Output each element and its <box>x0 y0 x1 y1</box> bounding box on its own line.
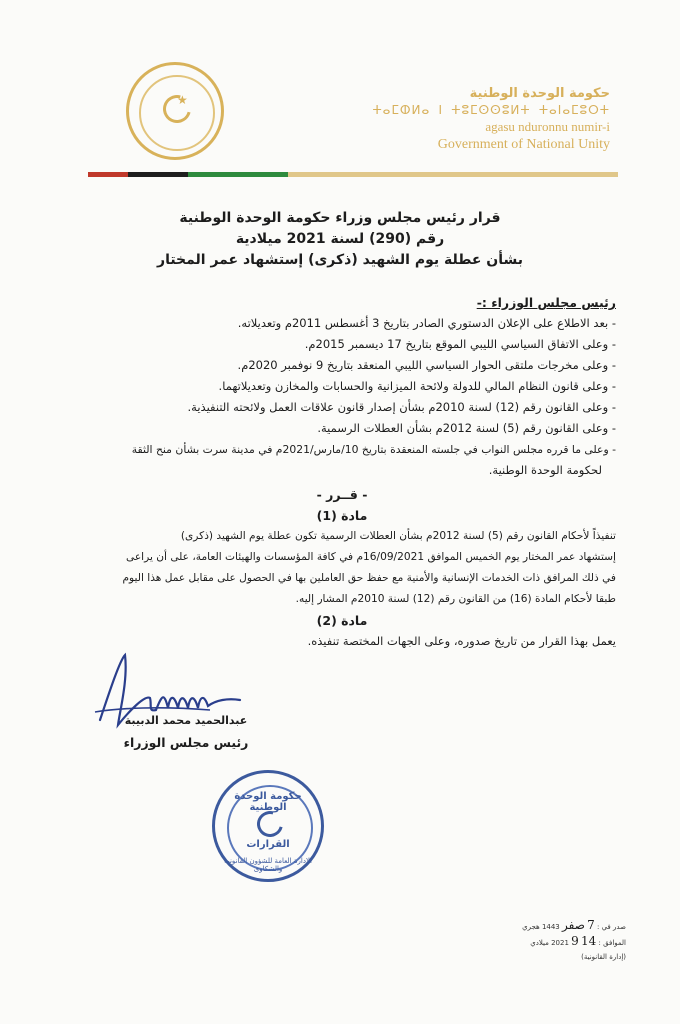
hijri-date-row <box>506 918 626 934</box>
article1-line: تنفيذاً لأحكام القانون رقم (5) لسنة 2012م بشأن العطلات الرسمية تكون عطلة يوم الشهيد (ذكرى) <box>180 530 616 542</box>
crescent-star-seal-icon: ★ <box>126 62 224 160</box>
stamp-middle-text: القرارات <box>246 839 290 850</box>
decision-heading: - قــرر - <box>316 487 368 502</box>
hijri-day: 7 <box>587 918 595 932</box>
signer-name: عبدالحميد محمد الدبيبة <box>124 714 248 727</box>
issue-date-block <box>506 918 626 964</box>
preamble-clause: - وعلى الاتفاق السياسي الليبي الموقع بتاريخ 17 ديسمبر 2015م. <box>304 337 616 351</box>
date-footer: (إدارة القانونية) <box>581 953 626 961</box>
gregorian-label: الموافق : <box>598 939 626 947</box>
gregorian-suffix: 2021 ميلادي <box>530 939 569 947</box>
preamble-heading: رئيس مجلس الوزراء :- <box>476 295 616 310</box>
signer-title: رئيس مجلس الوزراء <box>123 735 249 750</box>
stamp-bottom-text: الإدارة العامة للشؤون القانونية والشكاوى <box>224 857 312 873</box>
preamble-section <box>68 292 616 481</box>
decree-titles <box>120 208 560 271</box>
article2-title: مادة (2) <box>316 613 368 628</box>
article1-line: طبقا لأحكام المادة (16) من القانون رقم (12) لسنة 2010م المشار إليه. <box>295 593 616 605</box>
gregorian-month: 9 <box>571 934 579 948</box>
article2-text: يعمل بهذا القرار من تاريخ صدوره، وعلى الجهات المختصة تنفيذه. <box>307 634 616 648</box>
preamble-clause: - وعلى القانون رقم (12) لسنة 2010م بشأن إصدار قانون علاقات العمل ولائحته التنفيذية. <box>187 400 616 414</box>
gov-name-arabic: حكومة الوحدة الوطنية <box>469 86 610 101</box>
gregorian-day: 14 <box>581 934 597 948</box>
gov-name-english: Government of National Unity <box>437 137 610 152</box>
hijri-suffix: 1443 هجري <box>522 923 560 931</box>
gov-name-berber-latin: agasu nduronnu numir-i <box>485 119 610 134</box>
preamble-clause: - وعلى ما قرره مجلس النواب في جلسته المنعقدة بتاريخ 10/مارس/2021م في مدينة سرت بشأن منح الثقة <box>131 443 616 456</box>
article1-title: مادة (1) <box>316 508 368 523</box>
preamble-clause: - وعلى القانون رقم (5) لسنة 2012م بشأن العطلات الرسمية. <box>317 421 616 435</box>
gregorian-date-row <box>506 934 626 950</box>
preamble-clause: - وعلى مخرجات ملتقى الحوار السياسي الليبي المنعقد بتاريخ 9 نوفمبر 2020م. <box>237 358 616 372</box>
preamble-clause: - وعلى قانون النظام المالي للدولة ولائحة الميزانية والحسابات والمخازن وتعديلاتهما. <box>218 379 616 393</box>
decree-title-line2: رقم (290) لسنة 2021 ميلادية <box>235 231 445 247</box>
decree-title-line3: بشأن عطلة يوم الشهيد (ذكرى) إستشهاد عمر المختار <box>157 252 523 268</box>
article1-line: في ذلك المرافق ذات الخدمات الإنسانية والأمنية مع حفظ حق العاملين بها في الحصول على مقابل عمل هذا اليوم <box>122 572 616 584</box>
article1-line: إستشهاد عمر المختار يوم الخميس الموافق 16/09/2021م في كافة المؤسسات والهيئات العامة، على أن يراعى <box>126 551 616 563</box>
signer-block <box>96 714 276 750</box>
decision-section <box>68 484 616 652</box>
government-name-block <box>372 86 610 153</box>
issued-label: صدر في : <box>597 923 626 931</box>
gov-name-tifinagh: ⵜⴰⵎⵀⵍⴰ ⵏ ⵜⵓⵎⵙⵙⵓⵍⵜ ⵜⴰⵏⴰⵎⵓⵔⵜ <box>372 103 610 117</box>
decree-title-line1: قرار رئيس مجلس وزراء حكومة الوحدة الوطنية <box>179 210 501 226</box>
flag-color-bar <box>88 172 618 177</box>
hijri-month: صفر <box>562 918 585 932</box>
preamble-clause: - بعد الاطلاع على الإعلان الدستوري الصادر بتاريخ 3 أغسطس 2011م وتعديلاته. <box>237 316 616 330</box>
stamp-top-text: حكومة الوحدة الوطنية <box>234 791 302 813</box>
official-stamp-icon <box>212 770 324 882</box>
preamble-clause: لحكومة الوحدة الوطنية. <box>488 463 602 477</box>
